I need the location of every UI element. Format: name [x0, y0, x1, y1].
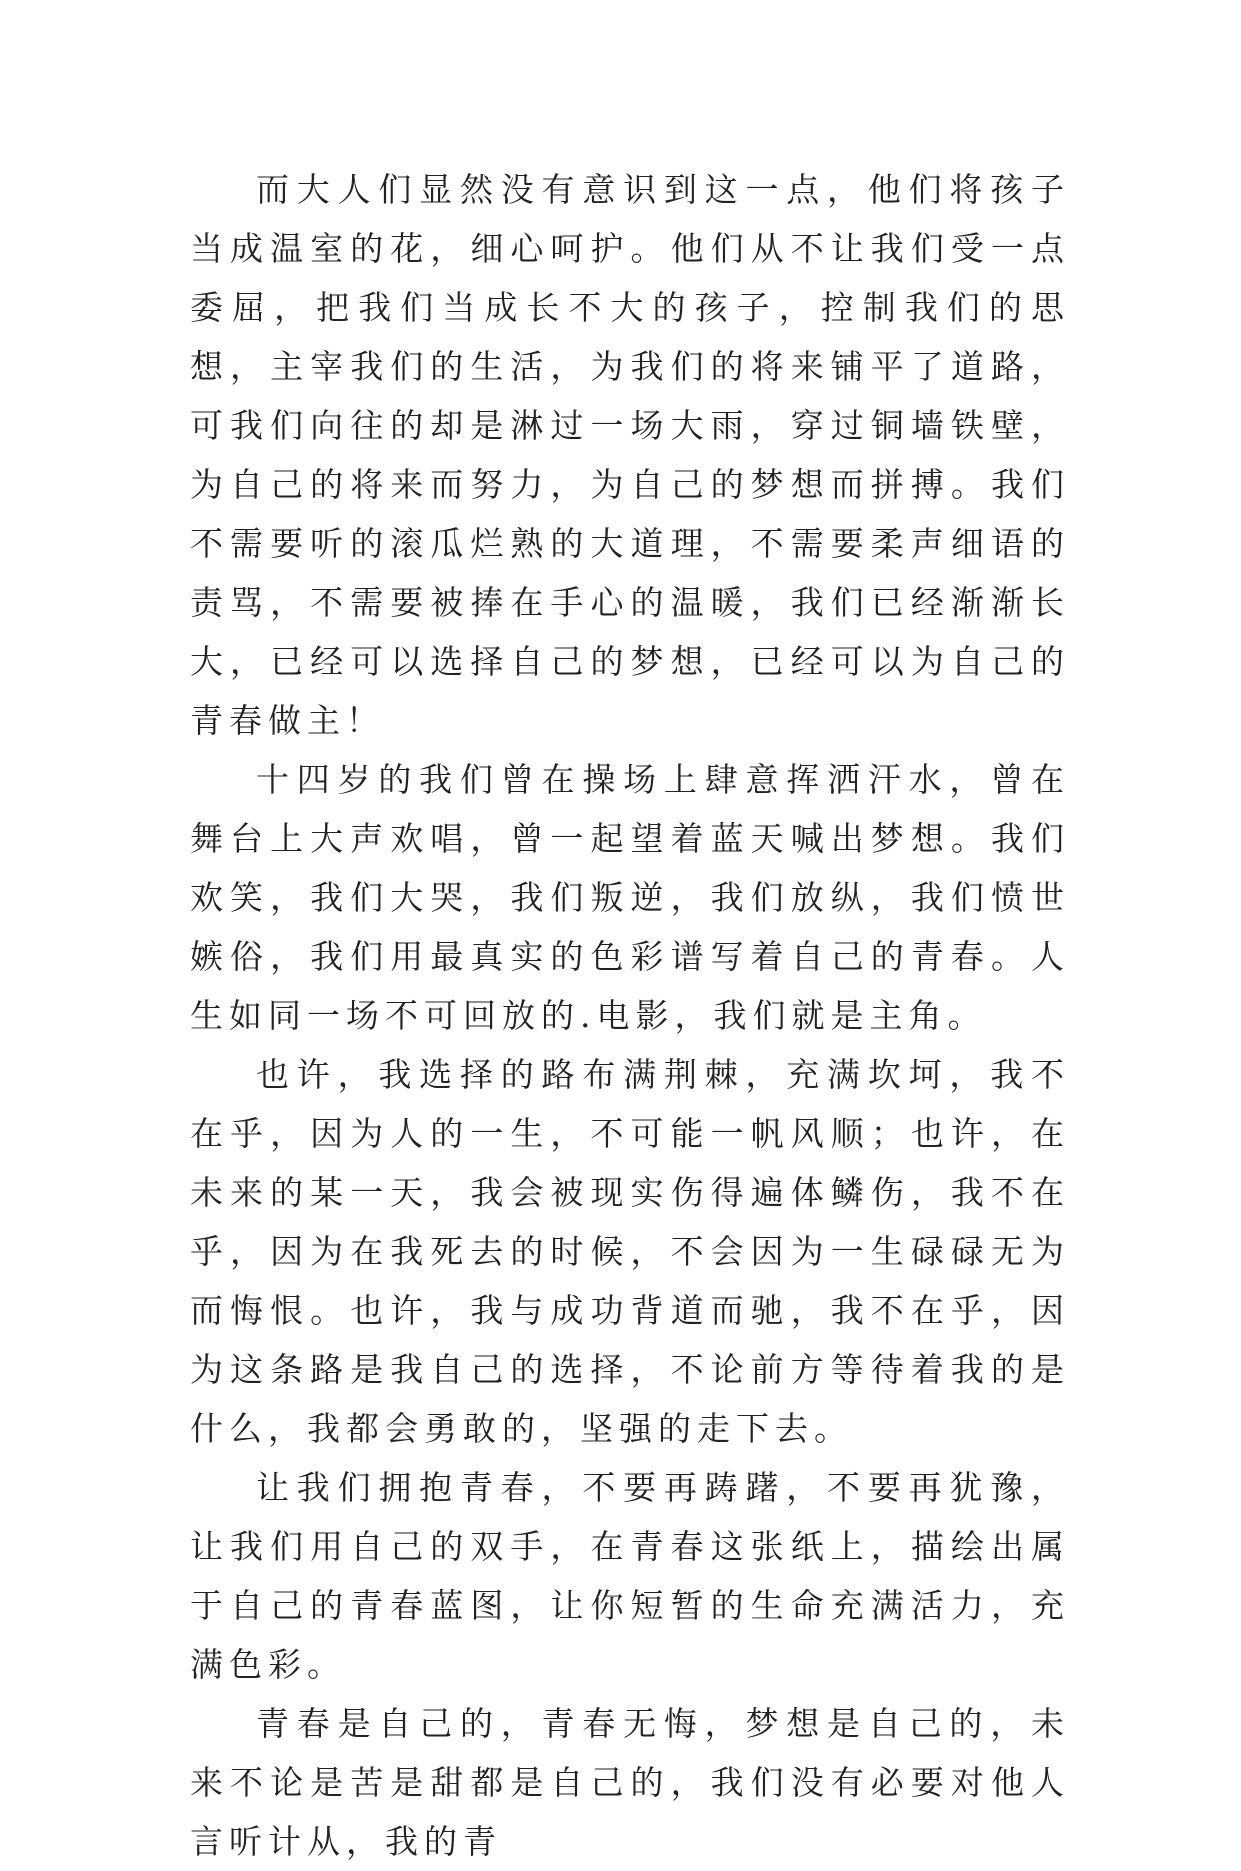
paragraph: 青春是自己的，青春无悔，梦想是自己的，未来不论是苦是甜都是自己的，我们没有必要对他人言听计从，我的青 — [190, 1704, 1070, 1861]
paragraph: 让我们拥抱青春，不要再踌躇，不要再犹豫，让我们用自己的双手，在青春这张纸上，描绘出属于自己的青春蓝图，让你短暂的生命充满活力，充满色彩。 — [190, 1468, 1070, 1684]
paragraph: 也许，我选择的路布满荆棘，充满坎坷，我不在乎，因为人的一生，不可能一帆风顺；也许，在未来的某一天，我会被现实伤得遍体鳞伤，我不在乎，因为在我死去的时候，不会因为一生碌碌无为而悔恨。也许，我与成功背道而驰，我不在乎，因为这条路是我自己的选择，不论前方等待着我的是什么，我都会勇敢的，坚强的走下去。 — [190, 1055, 1070, 1448]
paragraph: 十四岁的我们曾在操场上肆意挥洒汗水，曾在舞台上大声欢唱，曾一起望着蓝天喊出梦想。我们欢笑，我们大哭，我们叛逆，我们放纵，我们愤世嫉俗，我们用最真实的色彩谱写着自己的青春。人生如同一场不可回放的.电影，我们就是主角。 — [190, 760, 1070, 1035]
document-body — [190, 160, 1070, 1871]
paragraph: 而大人们显然没有意识到这一点，他们将孩子当成温室的花，细心呵护。他们从不让我们受一点委屈，把我们当成长不大的孩子，控制我们的思想，主宰我们的生活，为我们的将来铺平了道路，可我们向往的却是淋过一场大雨，穿过铜墙铁壁，为自己的将来而努力，为自己的梦想而拼搏。我们不需要听的滚瓜烂熟的大道理，不需要柔声细语的责骂，不需要被捧在手心的温暖，我们已经渐渐长大，已经可以选择自己的梦想，已经可以为自己的青春做主！ — [190, 170, 1070, 740]
